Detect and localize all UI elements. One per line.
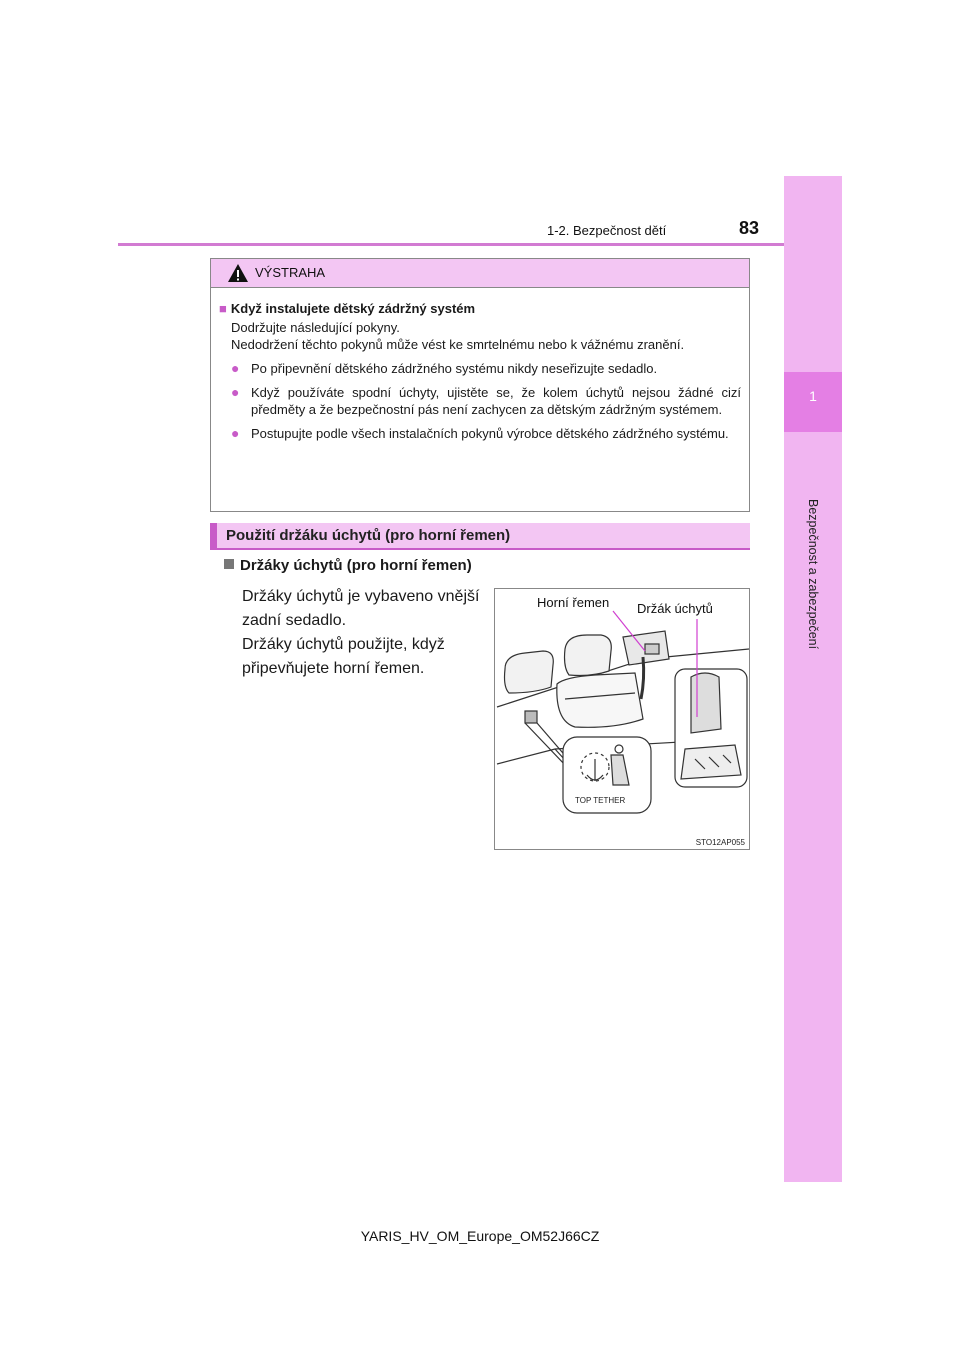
body-paragraph-1: Držáky úchytů je vybaveno vnější zadní sedadlo. [242, 588, 480, 629]
square-bullet-icon: ■ [219, 301, 227, 316]
warning-bullet: ● Když používáte spodní úchyty, ujistěte se, že kolem úchytů nejsou žádné cizí předměty a že bezpečnostní pás není zachycen za dětským zádržným systémem. [231, 384, 741, 417]
subsection-heading: Držáky úchytů (pro horní řemen) [224, 557, 472, 574]
warning-bullet: ● Po připevnění dětského zádržného systému nikdy neseřizujte sedadlo. [231, 360, 658, 376]
section-heading-underline [210, 548, 750, 550]
rear-seat-illustration [495, 589, 749, 849]
bullet-dot-icon: ● [231, 360, 240, 376]
warning-box [210, 258, 750, 512]
warning-intro-2: Nedodržení těchto pokynů může vést ke smrtelnému nebo k vážnému zranění. [231, 337, 685, 352]
square-bullet-icon [224, 559, 234, 569]
header-rule [118, 243, 784, 246]
warning-body [211, 288, 749, 442]
section-header-title: 1-2. Bezpečnost dětí [547, 223, 667, 238]
body-paragraph-2: Držáky úchytů použijte, když připevňujete horní řemen. [242, 636, 445, 677]
bullet-dot-icon: ● [231, 384, 240, 400]
warning-intro: Dodržujte následující pokyny. [231, 320, 400, 335]
chapter-title: Bezpečnost a zabezpečení [806, 499, 820, 650]
section-heading: Použití držáku úchytů (pro horní řemen) [226, 527, 511, 544]
warning-header [211, 259, 749, 288]
warning-bullet: ● Postupujte podle všech instalačních pokynů výrobce dětského zádržného systému. [231, 425, 729, 441]
page-number: 83 [739, 218, 760, 238]
side-tab-strip [784, 176, 842, 1182]
warning-section-title: ■ Když instalujete dětský zádržný systém [219, 301, 476, 316]
illustration-figure [494, 588, 750, 850]
footer-doc-id: YARIS_HV_OM_Europe_OM52J66CZ [360, 1228, 600, 1244]
label-top-strap: Horní řemen [537, 595, 610, 610]
bullet-dot-icon: ● [231, 425, 240, 441]
warning-triangle-icon [227, 263, 249, 283]
figure-code: STO12AP055 [695, 838, 745, 847]
section-heading-accent [210, 523, 217, 548]
chapter-number: 1 [809, 388, 817, 404]
icon-text: TOP TETHER [575, 796, 626, 805]
warning-title: VÝSTRAHA [255, 265, 326, 280]
label-anchor-bracket: Držák úchytů [637, 601, 713, 616]
